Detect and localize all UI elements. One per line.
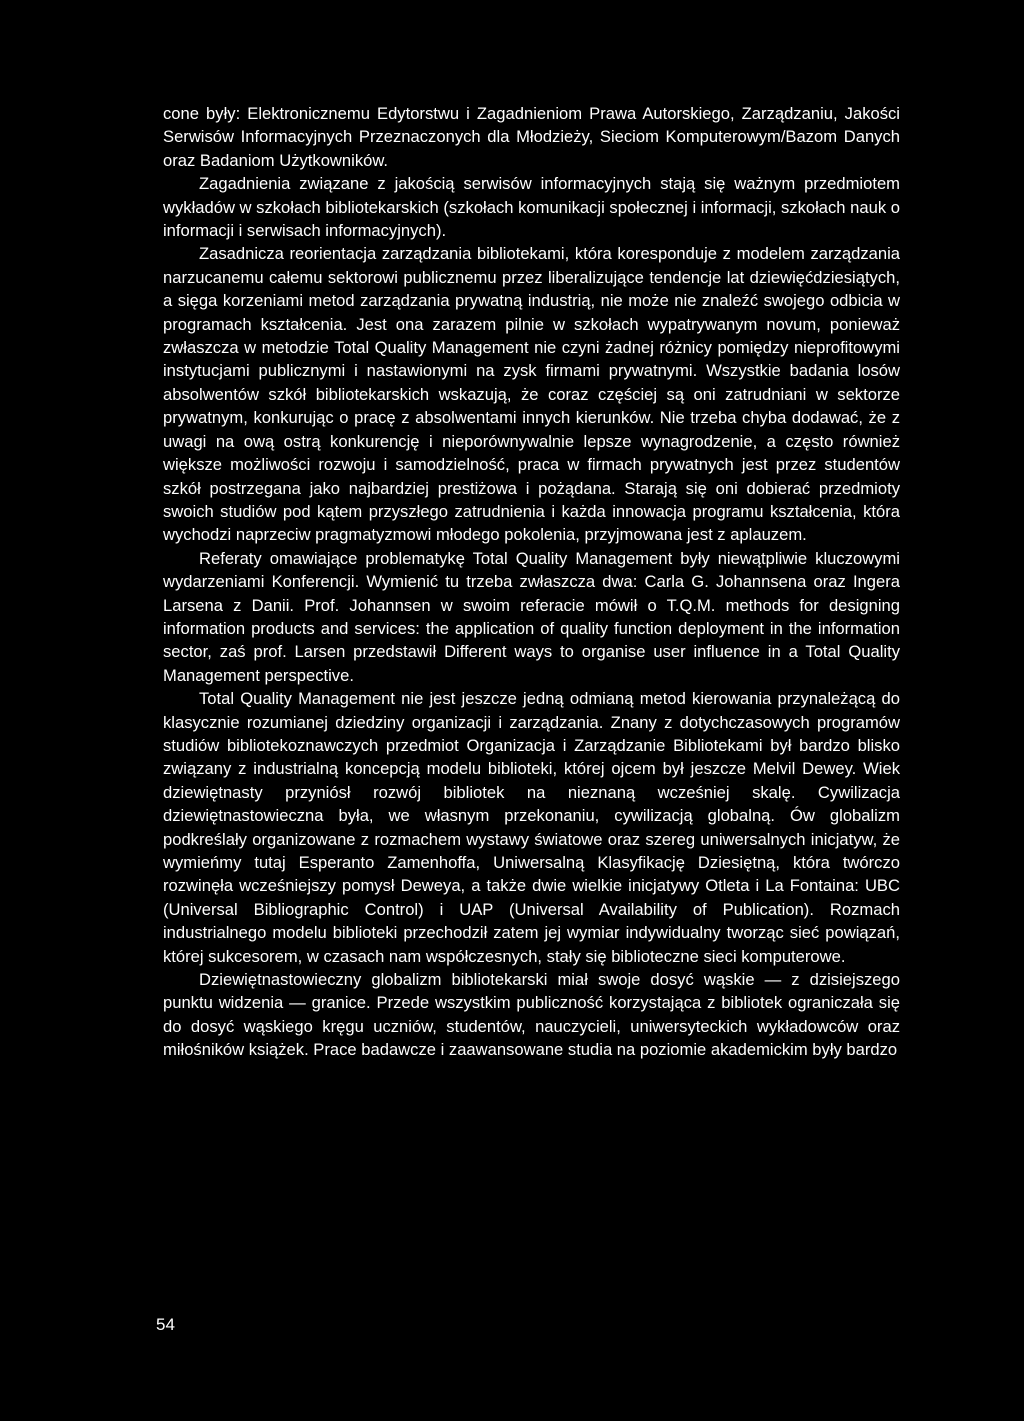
paragraph-continuation: cone były: Elektronicznemu Edytorstwu i Zagadnieniom Prawa Autorskiego, Zarządzaniu, Jakości Serwisów Informacyjnych Przeznaczonych dla Młodzieży, Sieciom Komputerowym/Bazom Danych oraz Badaniom Użytkowników. xyxy=(163,104,900,170)
page-number: 54 xyxy=(156,1315,175,1334)
paragraph: Zasadnicza reorientacja zarządzania bibliotekami, która koresponduje z modelem zarządzania narzucanemu całemu sektorowi publicznemu przez liberalizujące tendencje lat dziewięćdziesiątych, a sięga korzeniami metod zarządzania prywatną industrią, nie może nie znaleźć swojego odbicia w programach kształcenia. Jest ona zarazem pilnie w szkołach wypatrywanym novum, ponieważ zwłaszcza w metodzie Total Quality Management nie czyni żadnej różnicy pomiędzy nieprofitowymi instytucjami publicznymi i nastawionymi na zysk firmami prywatnymi. Wszystkie badania losów absolwentów szkół bibliotekarskich wskazują, że coraz częściej są oni zatrudniani w sektorze prywatnym, konkurując o pracę z absolwentami innych kierunków. Nie trzeba chyba dodawać, że z uwagi na ową ostrą konkurencję i nieporównywalnie lepsze wynagrodzenie, a często również większe możliwości rozwoju i samodzielność, praca w firmach prywatnych jest przez studentów szkół postrzegana jako najbardziej prestiżowa i pożądana. Starają się oni dobierać przedmioty swoich studiów pod kątem przyszłego zatrudnienia i każda innowacja programu kształcenia, która wychodzi naprzeciw pragmatyzmowi młodego pokolenia, przyjmowana jest z aplauzem. xyxy=(163,244,900,545)
paragraph: Dziewiętnastowieczny globalizm bibliotekarski miał swoje dosyć wąskie — z dzisiejszego punktu widzenia — granice. Przede wszystkim publiczność korzystająca z bibliotek ograniczała się do dosyć wąskiego kręgu uczniów, studentów, nauczycieli, uniwersyteckich wykładowców oraz miłośników książek. Prace badawcze i zaawansowane studia na poziomie akademickim były bardzo xyxy=(163,970,900,1060)
paragraph: Total Quality Management nie jest jeszcze jedną odmianą metod kierowania przynależącą do klasycznie rozumianej dziedziny organizacji i zarządzania. Znany z dotychczasowych programów studiów bibliotekoznawczych przedmiot Organizacja i Zarządzanie Bibliotekami był bardzo blisko związany z industrialną koncepcją modelu biblioteki, której ojcem był jeszcze Melvil Dewey. Wiek dziewiętnasty przyniósł rozwój bibliotek na nieznaną wcześniej skalę. Cywilizacja dziewiętnastowieczna była, we własnym przekonaniu, cywilizacją globalną. Ów globalizm podkreślały organizowane z rozmachem wystawy światowe oraz szereg uniwersalnych inicjatyw, że wymieńmy tutaj Esperanto Zamenhoffa, Uniwersalną Klasyfikację Dziesiętną, która twórczo rozwinęła wcześniejszy pomysł Deweya, a także dwie wielkie inicjatywy Otleta i La Fontaina: UBC (Universal Bibliographic Control) i UAP (Universal Availability of Publication). Rozmach industrialnego modelu biblioteki przechodził zatem jej wymiar indywidualny tworząc sieć powiązań, której sukcesorem, w czasach nam współczesnych, stały się biblioteczne sieci komputerowe. xyxy=(163,689,900,966)
paragraph: Referaty omawiające problematykę Total Quality Management były niewątpliwie kluczowymi wydarzeniami Konferencji. Wymienić tu trzeba zwłaszcza dwa: Carla G. Johannsena oraz Ingera Larsena z Danii. Prof. Johannsen w swoim referacie mówił o T.Q.M. methods for designing information products and services: the application of quality function deployment in the information sector, zaś prof. Larsen przedstawił Different ways to organise user influence in a Total Quality Management perspective. xyxy=(163,548,900,685)
paragraph: Zagadnienia związane z jakością serwisów informacyjnych stają się ważnym przedmiotem wykładów w szkołach bibliotekarskich (szkołach komunikacji społecznej i informacji, szkołach nauk o informacji i serwisach informacyjnych). xyxy=(163,174,900,241)
body-text xyxy=(163,102,900,1062)
